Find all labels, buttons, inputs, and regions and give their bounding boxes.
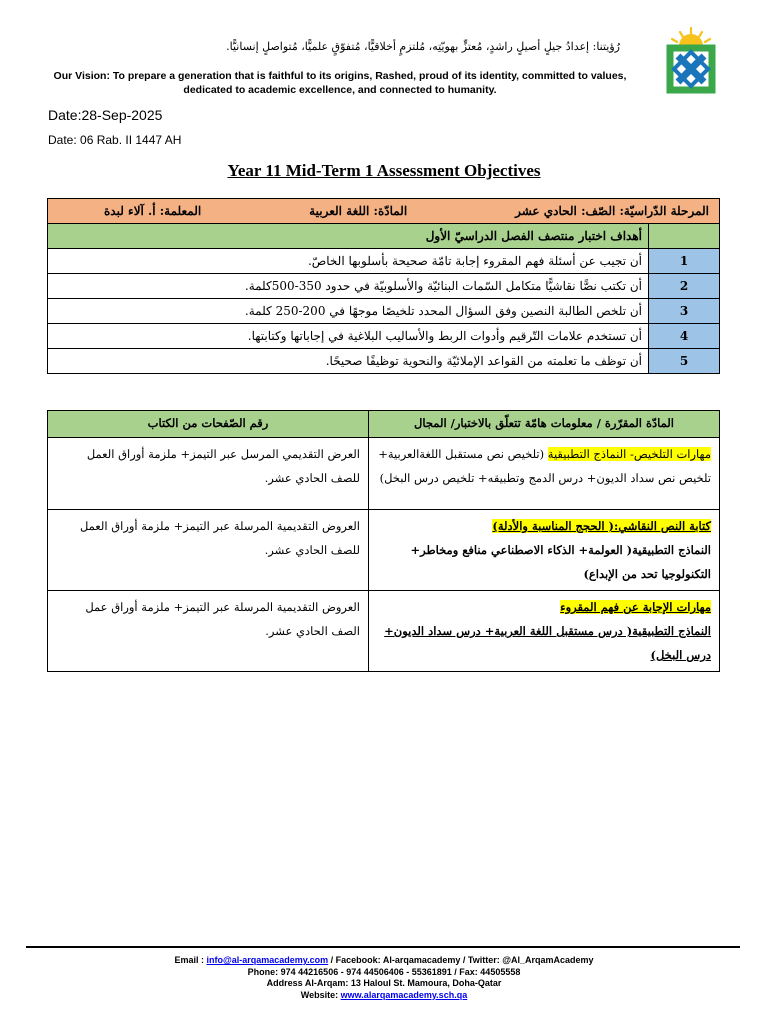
material-heading: مهارات الإجابة عن فهم المقروء <box>560 600 711 614</box>
objective-number: 3 <box>649 299 720 324</box>
social-handles: / Facebook: Al-arqamacademy / Twitter: @Al_ArqamAcademy <box>328 955 594 965</box>
material-cell <box>369 591 720 672</box>
page-title: Year 11 Mid-Term 1 Assessment Objectives <box>227 161 541 180</box>
objective-row <box>48 299 720 324</box>
pages-cell: العرض التقديمي المرسل عبر التيمز+ ملزمة أوراق العمل للصف الحادي عشر. <box>48 438 369 510</box>
website-label: Website: <box>300 989 341 1000</box>
objective-row <box>48 274 720 299</box>
website-line <box>0 990 768 1002</box>
vision-english-line-1: Our Vision: To prepare a generation that is faithful to its origins, Rashed, proud of its identity, committed to values, <box>53 70 627 82</box>
vision-arabic: رُؤيتنا: إعدادُ جيلٍ أصيلٍ راشدٍ، مُعتزٍّ بهويّتِه، مُلتزمٍ أخلاقيًّا، مُتفوّقٍ علميًّا، مُتواصلٍ إنسانيًّا. <box>226 40 620 53</box>
objective-text: أن تلخص الطالبة النصين وفق السؤال المحدد تلخيصًا موجهًا في 200-250 كلمة. <box>48 299 649 324</box>
footer <box>0 955 768 1001</box>
footer-divider <box>26 946 740 948</box>
content-row <box>48 438 720 510</box>
date-hijri: Date: 06 Rab. II 1447 AH <box>48 133 182 147</box>
material-details: (تلخيص نص مستقبل اللغةالعربية+ تلخيص نص سداد الديون+ درس الدمج وتطبيقه+ تلخيص درس البخل) <box>378 447 711 485</box>
address-line: Address Al-Arqam: 13 Haloul St. Mamoura, Doha-Qatar <box>266 978 502 988</box>
content-row <box>48 510 720 591</box>
material-heading: كتابة النص النقاشي:( الحجج المناسبة والأدلة) <box>492 519 711 533</box>
material-heading: مهارات التلخيص- النماذج التطبيقية <box>547 447 711 461</box>
content-table <box>47 410 720 672</box>
objectives-header-row <box>48 199 720 224</box>
date-gregorian: Date:28-Sep-2025 <box>48 107 163 123</box>
material-cell <box>369 438 720 510</box>
objectives-section-row <box>48 224 720 249</box>
objective-number: 5 <box>649 349 720 374</box>
pages-cell: العروض التقديمية المرسلة عبر التيمز+ ملزمة أوراق العمل للصف الحادي عشر. <box>48 510 369 591</box>
objective-text: أن تكتب نصًّا نقاشيًّا متكامل السّمات البنائيّة والأسلوبيّة في حدود 350-500كلمة. <box>48 274 649 299</box>
material-details: النماذج التطبيقية( العولمة+ الذكاء الاصطناعي منافع ومخاطر+ التكنولوجيا تحد من الإبداع) <box>410 543 711 581</box>
objective-number: 1 <box>649 249 720 274</box>
objective-row <box>48 249 720 274</box>
objective-number: 2 <box>649 274 720 299</box>
subject-label: المادّة: اللغة العربية <box>309 204 408 218</box>
academy-logo <box>664 26 718 96</box>
objectives-table <box>47 198 720 374</box>
objective-text: أن توظف ما تعلمته من القواعد الإملائيّة والنحوية توظيفًا صحيحًا. <box>48 349 649 374</box>
footer-contact-line <box>0 955 768 967</box>
phone-line: Phone: 974 44216506 - 974 44506406 - 55361891 / Fax: 44505558 <box>247 966 521 977</box>
material-details: النماذج التطبيقية( درس مستقبل اللغة العربية+ درس سداد الديون+ درس البخل) <box>384 624 711 662</box>
content-row <box>48 591 720 672</box>
objective-row <box>48 324 720 349</box>
objective-text: أن تستخدم علامات التّرقيم وأدوات الربط والأساليب البلاغية في إجاباتها وكتابتها. <box>48 324 649 349</box>
objective-number: 4 <box>649 324 720 349</box>
stage-label: المرحلة الدّراسيّة: الصّف: الحادي عشر <box>515 204 709 218</box>
section-heading: أهداف اختبار منتصف الفصل الدراسيّ الأول <box>48 224 649 249</box>
objective-text: أن تجيب عن أسئلة فهم المقروء إجابة تامّة صحيحة بأسلوبها الخاصّ. <box>48 249 649 274</box>
email-label: Email : <box>174 955 207 965</box>
website-link[interactable]: www.alarqamacademy.sch.qa <box>340 989 468 1000</box>
email-link[interactable]: info@al-arqamacademy.com <box>206 955 329 965</box>
pages-cell: العروض التقديمية المرسلة عبر التيمز+ ملزمة أوراق عمل الصف الحادي عشر. <box>48 591 369 672</box>
teacher-label: المعلمة: أ. آلاء لبدة <box>104 204 202 218</box>
vision-english-line-2: dedicated to academic excellence, and connected to humanity. <box>183 84 497 96</box>
content-header-row <box>48 411 720 438</box>
vision-english <box>40 69 640 97</box>
column-header-pages: رقم الصّفحات من الكتاب <box>48 411 369 438</box>
column-header-material: المادّة المقرّرة / معلومات هامّة تتعلّق بالاختبار/ المجال <box>369 411 720 438</box>
objective-row <box>48 349 720 374</box>
material-cell <box>369 510 720 591</box>
